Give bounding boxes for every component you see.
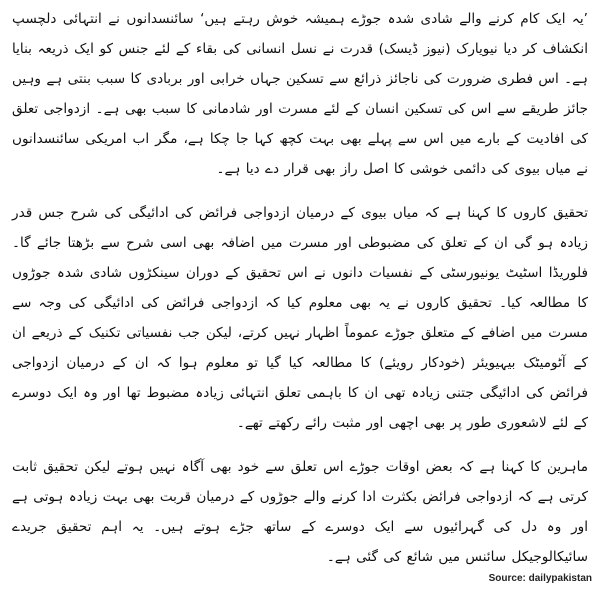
article-paragraph-1: ’یہ ایک کام کرنے والے شادی شدہ جوڑے ہمیشہ خوش رہتے ہیں‘ سائنسدانوں نے انتہائی دلچسپ انکشاف کر دیا نیویارک (نیوز ڈیسک) قدرت نے نسل انسانی کی بقاء کے لئے جنس کو ایک ذریعہ بنایا ہے۔ اس فطری ضرورت کی ناجائز ذرائع سے تسکین جہاں خرابی اور بربادی کا سبب بنتی ہے وہیں جائز طریقے سے اس کی تسکین انسان کے لئے مسرت اور شادمانی کا سبب بھی ہے۔ ازدواجی تعلق کی افادیت کے بارے میں اس سے پہلے بھی بہت کچھ کہا جا چکا ہے، مگر اب امریکی سائنسدانوں نے میاں بیوی کی دائمی خوشی کا اصل راز بھی قرار دے دیا ہے۔	[12, 11, 588, 177]
article-paragraph-2: تحقیق کاروں کا کہنا ہے کہ میاں بیوی کے درمیان ازدواجی فرائض کی ادائیگی کی شرح جس قدر زیادہ ہو گی ان کے تعلق کی مضبوطی اور مسرت میں اضافہ بھی اسی شرح سے بڑھتا جائے گا۔ فلوریڈا اسٹیٹ یونیورسٹی کے نفسیات دانوں نے اس تحقیق کے دوران سینکڑوں شادی شدہ جوڑوں کا مطالعہ کیا۔ تحقیق کاروں نے یہ بھی معلوم کیا کہ ازدواجی فرائض کی ادائیگی کی وجہ سے مسرت میں اضافے کے متعلق جوڑے عموماً اظہار نہیں کرتے، لیکن جب نفسیاتی تکنیک کے ذریعے ان کے آٹومیٹک بیہیویئر (خودکار رویئے) کا مطالعہ کیا گیا تو معلوم ہوا کہ ان کے درمیان ازدواجی فرائض کی ادائیگی جتنی زیادہ تھی ان کا باہمی تعلق انتہائی زیادہ مضبوط تھا اور وہ ایک دوسرے کے لئے لاشعوری طور پر بھی اچھی اور مثبت رائے رکھتے تھے۔	[12, 205, 588, 431]
source-credit: Source: dailypakistan	[488, 573, 592, 584]
article-paragraph-3: ماہرین کا کہنا ہے کہ بعض اوقات جوڑے اس تعلق سے خود بھی آگاہ نہیں ہوتے لیکن تحقیق ثابت کرتی ہے کہ ازدواجی فرائض بکثرت ادا کرنے والے جوڑوں کے درمیان قربت بھی بہت زیادہ ہوتی ہے اور وہ دل کی گہرائیوں سے ایک دوسرے کے ساتھ جڑے ہوتے ہیں۔ یہ اہم تحقیق جریدے سائیکالوجیکل سائنس میں شائع کی گئی ہے۔	[12, 459, 588, 565]
